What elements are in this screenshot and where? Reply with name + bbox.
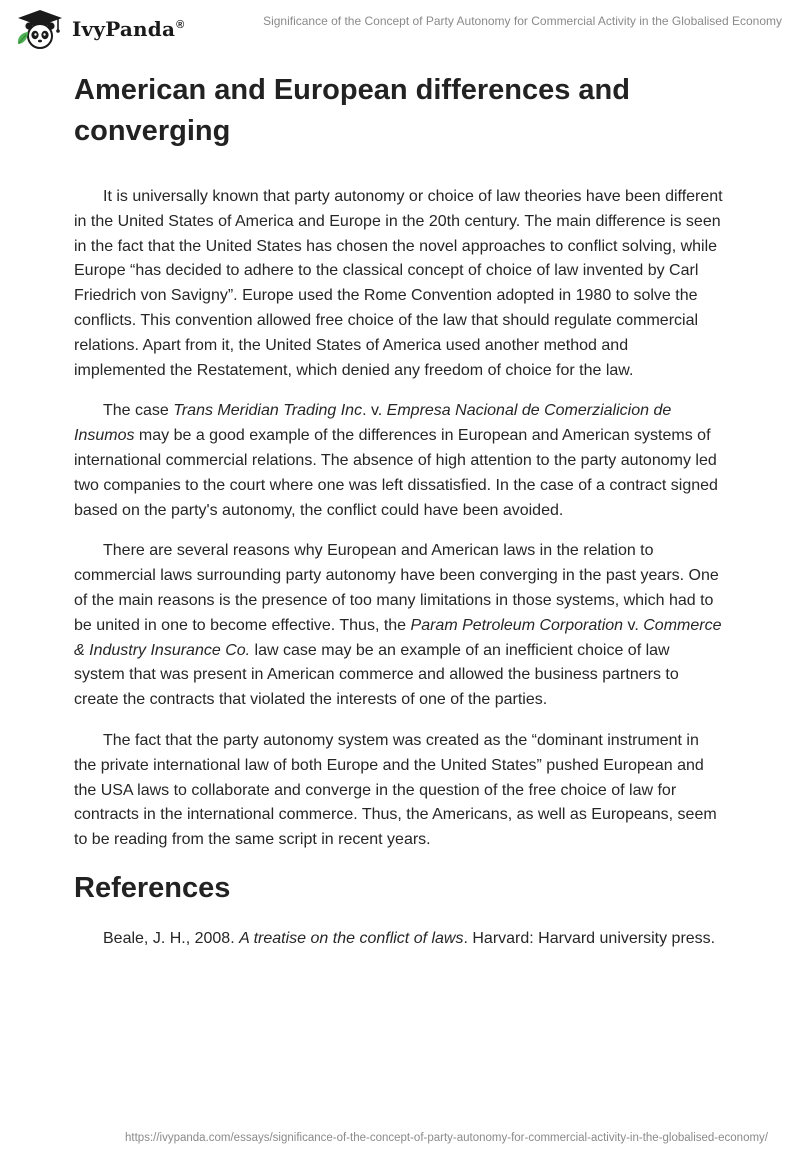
paragraph-4: The fact that the party autonomy system was created as the “dominant instrument in the private international law of both Europe and the United States” pushed European and the USA laws to collaborate and converge in the question of the free choice of law for contracts in the international commerce. Thus, the Americans, as well as Europeans, seem to be reading from the same script in recent years.: [74, 731, 717, 849]
source-url[interactable]: https://ivypanda.com/essays/significance-of-the-concept-of-party-autonomy-for-commercial-activity-in-the-globalised-economy/: [125, 1132, 768, 1144]
paragraph-3-intro: There are several reasons why European and American laws in the relation to commercial laws surrounding party autonomy have been converging in the past years. One of the main reasons is the presence of too many limitations in those systems, which had to be united in one to become effective. Thus, the: [74, 542, 719, 634]
logo-wordmark: IvyPanda®: [72, 17, 185, 41]
panda-graduate-icon: [14, 8, 66, 50]
section-heading: American and European differences and converging: [74, 74, 630, 147]
paragraph-2-intro: The case: [103, 402, 174, 420]
paragraph-2-rest: may be a good example of the differences in European and American systems of international commercial relations. The absence of high attention to the party autonomy led two companies to the court where one was left dissatisfied. In the case of a contract signed based on the party's autonomy, the conflict could have been avoided.: [74, 427, 718, 519]
registered-mark: ®: [176, 19, 185, 32]
paragraph-3-rest: law case may be an example of an inefficient choice of law system that was present in American commerce and allowed the business partners to create the contracts that violated the interests of one of the parties.: [74, 641, 679, 709]
references-heading: References: [74, 871, 231, 904]
case-name-trans-meridian: Trans Meridian Trading Inc: [173, 402, 363, 420]
page-header: [0, 0, 800, 60]
reference-title: A treatise on the conflict of laws: [239, 929, 464, 947]
case-versus: v.: [623, 616, 644, 634]
paragraph-3: [74, 539, 724, 713]
case-name-commerce-industry: Commerce & Industry Insurance Co.: [74, 616, 722, 659]
paragraph-2: [74, 399, 724, 523]
ivypanda-logo[interactable]: [14, 8, 184, 50]
case-name-param-petroleum: Param Petroleum Corporation: [410, 616, 624, 634]
case-versus: . v.: [362, 402, 387, 420]
essay-content: [74, 70, 724, 968]
case-name-empresa: Empresa Nacional de Comerzialicion de Insumos: [74, 402, 672, 445]
reference-publisher: . Harvard: Harvard university press.: [463, 929, 716, 947]
paragraph-1: It is universally known that party autonomy or choice of law theories have been different in the United States of America and Europe in the 20th century. The main difference is seen in the fact that the United States has chosen the novel approaches to conflict solving, while Europe “has decided to adhere to the classical concept of choice of law invented by Carl Friedrich von Savigny”. Europe used the Rome Convention adopted in 1980 to solve the conflicts. This convention allowed free choice of the law that should regulate commercial relations. Apart from it, the United States of America used another method and implemented the Restatement, which denied any freedom of choice for the law.: [74, 188, 723, 379]
reference-item: [74, 927, 724, 952]
reference-author-year: Beale, J. H., 2008.: [103, 929, 240, 947]
document-title: Significance of the Concept of Party Autonomy for Commercial Activity in the Globalised Economy: [263, 14, 782, 28]
